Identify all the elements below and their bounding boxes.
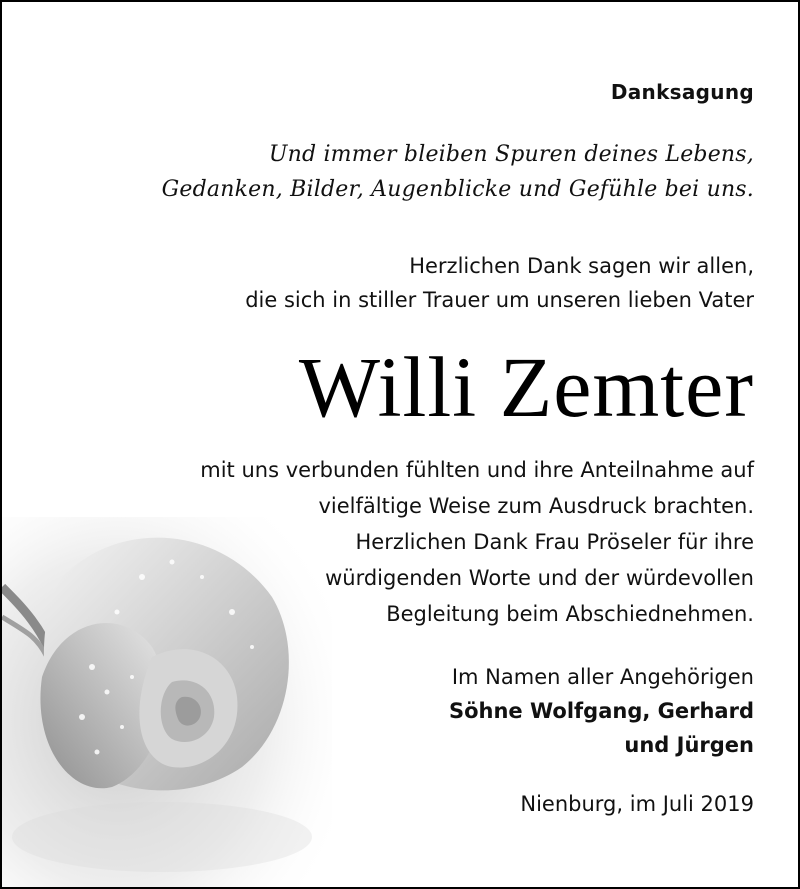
thanks-text	[245, 249, 754, 317]
place-date: Nienburg, im Juli 2019	[520, 792, 754, 816]
quote-line: Gedanken, Bilder, Augenblicke und Gefühle bei uns.	[161, 177, 754, 202]
body-line: mit uns verbunden fühlten und ihre Anteilnahme auf	[200, 458, 754, 482]
body-line: Begleitung beim Abschiednehmen.	[386, 602, 754, 626]
deceased-name: Willi Zemter	[298, 339, 754, 435]
thanks-line: die sich in stiller Trauer um unseren lieben Vater	[245, 288, 754, 312]
body-text	[200, 452, 754, 632]
heading: Danksagung	[610, 80, 754, 104]
body-line: würdigenden Worte und der würdevollen	[325, 566, 754, 590]
signature-names: Söhne Wolfgang, Gerhard	[448, 699, 754, 723]
quote	[162, 137, 754, 207]
signature	[449, 660, 754, 762]
quote-line: Und immer bleiben Spuren deines Lebens,	[268, 142, 754, 167]
body-line: Herzlichen Dank Frau Pröseler für ihre	[355, 530, 754, 554]
signature-names: und Jürgen	[624, 733, 754, 757]
thanks-line: Herzlichen Dank sagen wir allen,	[409, 254, 754, 278]
signature-intro: Im Namen aller Angehörigen	[451, 665, 754, 689]
body-line: vielfältige Weise zum Ausdruck brachten.	[318, 494, 754, 518]
